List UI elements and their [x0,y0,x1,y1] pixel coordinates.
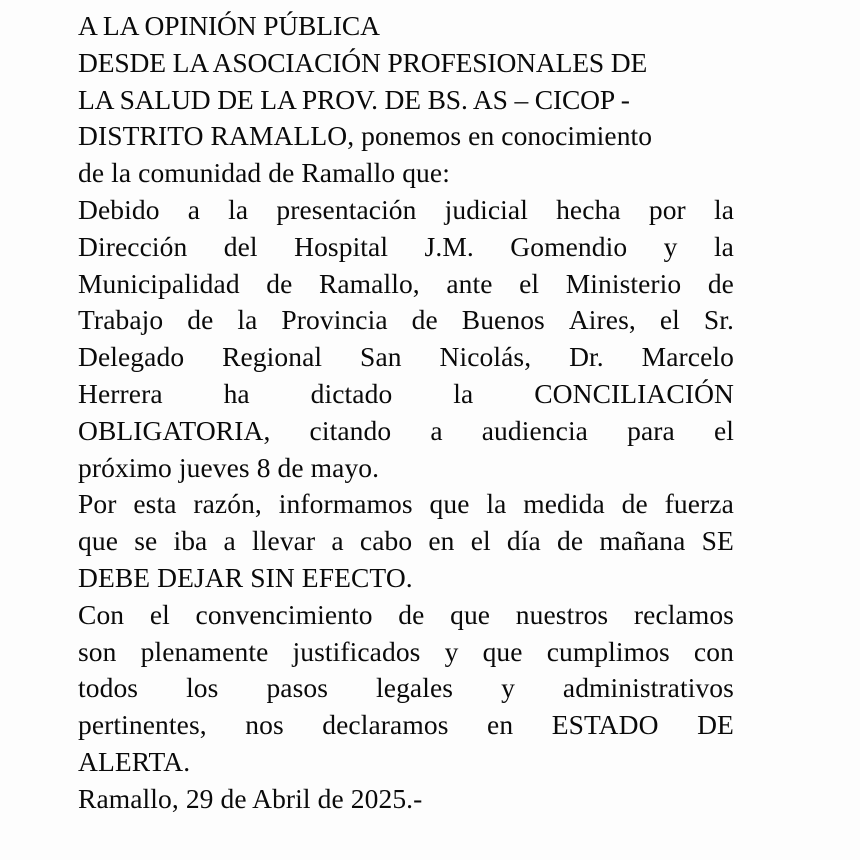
text-line: ALERTA. [78,745,191,777]
word: audiencia [481,414,588,446]
text-line [78,486,734,523]
word: a [187,193,201,225]
word: la [228,193,249,225]
word: en [428,525,455,557]
word: el [659,304,680,336]
word: todos [78,672,139,704]
word: razón, [193,488,262,520]
word: Hospital [294,230,389,262]
word: y [501,672,515,704]
text-line [78,266,734,303]
word: de [557,525,584,557]
word: que [450,598,491,630]
word: Herrera [78,377,163,409]
word: Provincia [281,304,388,336]
word: Por [78,488,117,520]
public-statement-text [78,8,734,818]
word: nos [245,709,284,741]
word: OBLIGATORIA, [78,414,271,446]
word: de [187,304,214,336]
text-line: de la comunidad de Ramallo que: [78,157,450,189]
word: que [482,635,523,667]
word: en [487,709,514,741]
word: el [519,267,540,299]
word: Delegado [78,341,185,373]
word: Con [78,598,125,630]
text-line [78,413,734,450]
word: convencimiento [195,598,373,630]
word: se [134,525,158,557]
text-line [78,339,734,376]
word: J.M. [424,230,474,262]
text-line [78,523,734,560]
word: de [266,267,293,299]
text-line: DEBE DEJAR SIN EFECTO. [78,561,413,593]
word: ante [446,267,493,299]
word: el [470,525,491,557]
word: CONCILIACIÓN [534,377,734,409]
word: y [663,230,678,262]
text-line: DESDE LA ASOCIACIÓN PROFESIONALES DE [78,46,648,78]
text-line [78,192,734,229]
word: Trabajo [78,304,164,336]
word: a [430,414,443,446]
text-line: DISTRITO RAMALLO, ponemos en conocimiento [78,120,653,152]
text-line: Ramallo, 29 de Abril de 2025.- [78,782,423,814]
word: de [707,267,734,299]
word: Dirección [78,230,188,262]
word: Marcelo [641,341,734,373]
word: para [627,414,675,446]
word: la [237,304,258,336]
word: a [331,525,344,557]
word: DE [697,709,734,741]
word: día [506,525,541,557]
word: el [713,414,734,446]
text-line: próximo jueves 8 de mayo. [78,451,380,483]
word: reclamos [633,598,734,630]
word: cabo [359,525,413,557]
word: dictado [310,377,393,409]
word: el [149,598,170,630]
word: Dr. [569,341,604,373]
word: hecha [556,193,621,225]
word: declaramos [322,709,449,741]
word: mañana [599,525,686,557]
word: pasos [266,672,329,704]
word: ESTADO [551,709,659,741]
word: a [223,525,236,557]
word: por [648,193,686,225]
word: fuerza [664,488,734,520]
word: que [78,525,119,557]
text-line [78,376,734,413]
word: judicial [444,193,528,225]
word: del [223,230,258,262]
word: plenamente [140,635,269,667]
word: Ramallo, [318,267,420,299]
text-line [78,229,734,266]
word: son [78,635,117,667]
word: y [444,635,459,667]
text-line [78,670,734,707]
word: Ministerio [565,267,682,299]
text-line: LA SALUD DE LA PROV. DE BS. AS – CICOP - [78,83,630,115]
word: Gomendio [510,230,628,262]
word: Municipalidad [78,267,240,299]
word: la [713,230,734,262]
word: Sr. [703,304,734,336]
text-line [78,707,734,744]
word: citando [309,414,392,446]
word: SE [701,525,734,557]
word: iba [173,525,208,557]
word: Debido [78,193,160,225]
text-line [78,302,734,339]
word: Regional [222,341,323,373]
word: esta [133,488,177,520]
word: medida [523,488,605,520]
word: pertinentes, [78,709,207,741]
word: cumplimos [546,635,670,667]
word: Buenos [461,304,545,336]
word: de [621,488,648,520]
word: con [693,635,734,667]
word: llevar [252,525,316,557]
word: que [429,488,470,520]
word: la [453,377,474,409]
word: de [411,304,438,336]
word: legales [376,672,454,704]
word: informamos [278,488,413,520]
word: nuestros [515,598,609,630]
word: San [360,341,402,373]
word: administrativos [562,672,734,704]
text-line [78,634,734,671]
word: Nicolás, [439,341,532,373]
text-line: A LA OPINIÓN PÚBLICA [78,10,380,41]
word: presentación [276,193,417,225]
word: de [398,598,425,630]
word: justificados [292,635,421,667]
word: la [486,488,507,520]
word: la [713,193,734,225]
word: Aires, [568,304,636,336]
word: los [186,672,219,704]
word: ha [223,377,250,409]
text-line [78,597,734,634]
